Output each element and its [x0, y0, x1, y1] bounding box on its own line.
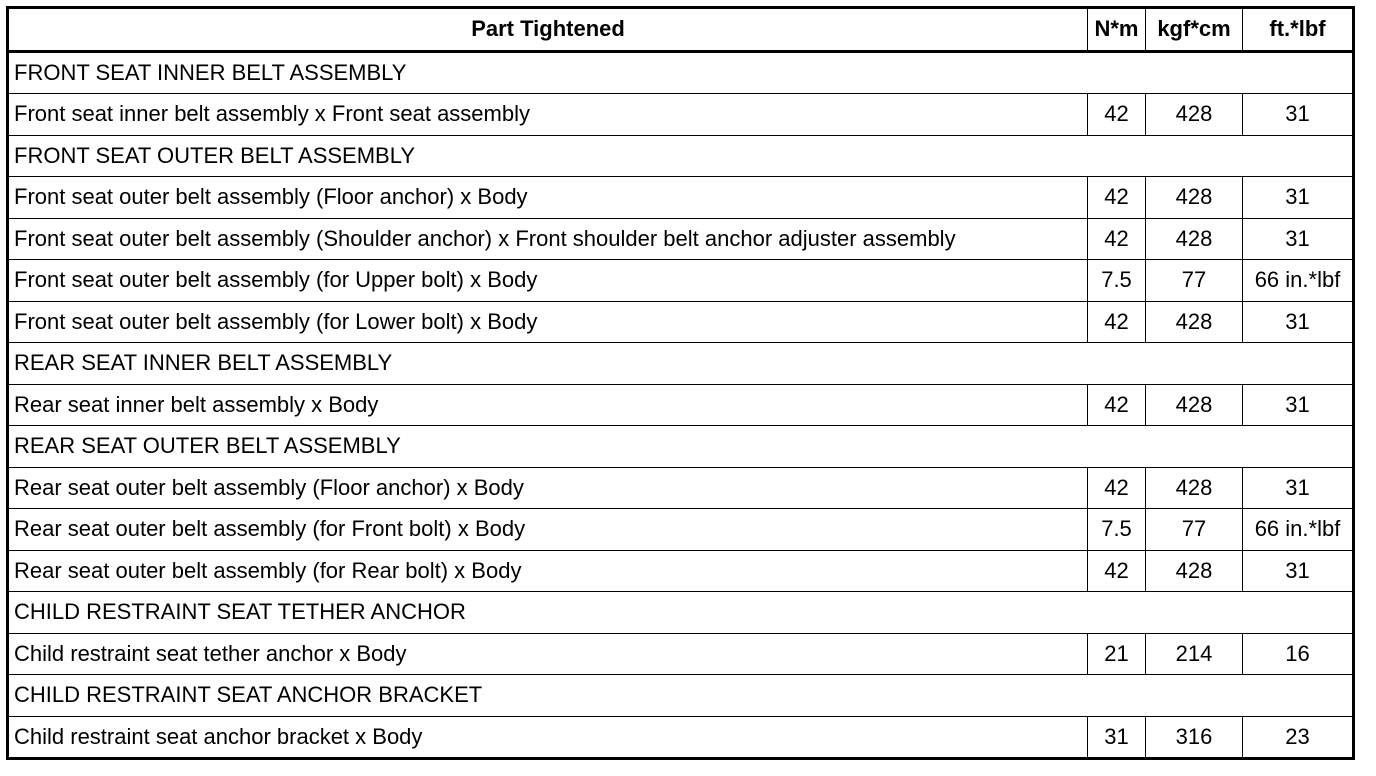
header-newton-meter: N*m [1088, 8, 1146, 52]
ft-cell: 23 [1243, 716, 1354, 759]
kgf-cell: 428 [1146, 177, 1243, 219]
table-row [8, 301, 1354, 343]
part-cell: Rear seat outer belt assembly (for Rear bolt) x Body [8, 550, 1088, 592]
nm-cell: 42 [1088, 177, 1146, 219]
section-title: FRONT SEAT INNER BELT ASSEMBLY [8, 51, 1354, 94]
table-header-row [8, 8, 1354, 52]
kgf-cell: 428 [1146, 218, 1243, 260]
table-row [8, 716, 1354, 759]
ft-cell: 16 [1243, 633, 1354, 675]
section-row [8, 592, 1354, 634]
kgf-cell: 316 [1146, 716, 1243, 759]
nm-cell: 31 [1088, 716, 1146, 759]
part-cell: Rear seat inner belt assembly x Body [8, 384, 1088, 426]
torque-specification-table [6, 6, 1355, 760]
section-row [8, 343, 1354, 385]
kgf-cell: 77 [1146, 260, 1243, 302]
nm-cell: 42 [1088, 94, 1146, 136]
part-cell: Front seat outer belt assembly (for Upper bolt) x Body [8, 260, 1088, 302]
kgf-cell: 428 [1146, 550, 1243, 592]
part-cell: Front seat outer belt assembly (for Lower bolt) x Body [8, 301, 1088, 343]
table-row [8, 550, 1354, 592]
ft-cell: 31 [1243, 177, 1354, 219]
part-cell: Child restraint seat tether anchor x Body [8, 633, 1088, 675]
nm-cell: 42 [1088, 550, 1146, 592]
section-row [8, 135, 1354, 177]
table-row [8, 177, 1354, 219]
kgf-cell: 428 [1146, 384, 1243, 426]
nm-cell: 42 [1088, 301, 1146, 343]
nm-cell: 42 [1088, 218, 1146, 260]
kgf-cell: 428 [1146, 301, 1243, 343]
nm-cell: 42 [1088, 384, 1146, 426]
ft-cell: 31 [1243, 467, 1354, 509]
kgf-cell: 214 [1146, 633, 1243, 675]
section-row [8, 675, 1354, 717]
section-title: CHILD RESTRAINT SEAT TETHER ANCHOR [8, 592, 1354, 634]
header-part-tightened: Part Tightened [8, 8, 1088, 52]
section-title: FRONT SEAT OUTER BELT ASSEMBLY [8, 135, 1354, 177]
table-row [8, 260, 1354, 302]
table-row [8, 633, 1354, 675]
part-cell: Front seat outer belt assembly (Floor anchor) x Body [8, 177, 1088, 219]
table-row [8, 509, 1354, 551]
ft-cell: 66 in.*lbf [1243, 260, 1354, 302]
table-row [8, 384, 1354, 426]
ft-cell: 31 [1243, 301, 1354, 343]
part-cell: Child restraint seat anchor bracket x Body [8, 716, 1088, 759]
ft-cell: 31 [1243, 218, 1354, 260]
kgf-cell: 428 [1146, 94, 1243, 136]
part-cell: Rear seat outer belt assembly (for Front bolt) x Body [8, 509, 1088, 551]
ft-cell: 31 [1243, 550, 1354, 592]
part-cell: Front seat outer belt assembly (Shoulder anchor) x Front shoulder belt anchor adjuster assembly [8, 218, 1088, 260]
nm-cell: 21 [1088, 633, 1146, 675]
header-kgf-cm: kgf*cm [1146, 8, 1243, 52]
nm-cell: 7.5 [1088, 260, 1146, 302]
section-title: REAR SEAT INNER BELT ASSEMBLY [8, 343, 1354, 385]
section-title: CHILD RESTRAINT SEAT ANCHOR BRACKET [8, 675, 1354, 717]
table-row [8, 94, 1354, 136]
nm-cell: 7.5 [1088, 509, 1146, 551]
table-row [8, 467, 1354, 509]
kgf-cell: 77 [1146, 509, 1243, 551]
nm-cell: 42 [1088, 467, 1146, 509]
part-cell: Rear seat outer belt assembly (Floor anchor) x Body [8, 467, 1088, 509]
section-row [8, 51, 1354, 94]
kgf-cell: 428 [1146, 467, 1243, 509]
part-cell: Front seat inner belt assembly x Front seat assembly [8, 94, 1088, 136]
table-row [8, 218, 1354, 260]
ft-cell: 66 in.*lbf [1243, 509, 1354, 551]
header-ft-lbf: ft.*lbf [1243, 8, 1354, 52]
ft-cell: 31 [1243, 384, 1354, 426]
section-title: REAR SEAT OUTER BELT ASSEMBLY [8, 426, 1354, 468]
ft-cell: 31 [1243, 94, 1354, 136]
section-row [8, 426, 1354, 468]
